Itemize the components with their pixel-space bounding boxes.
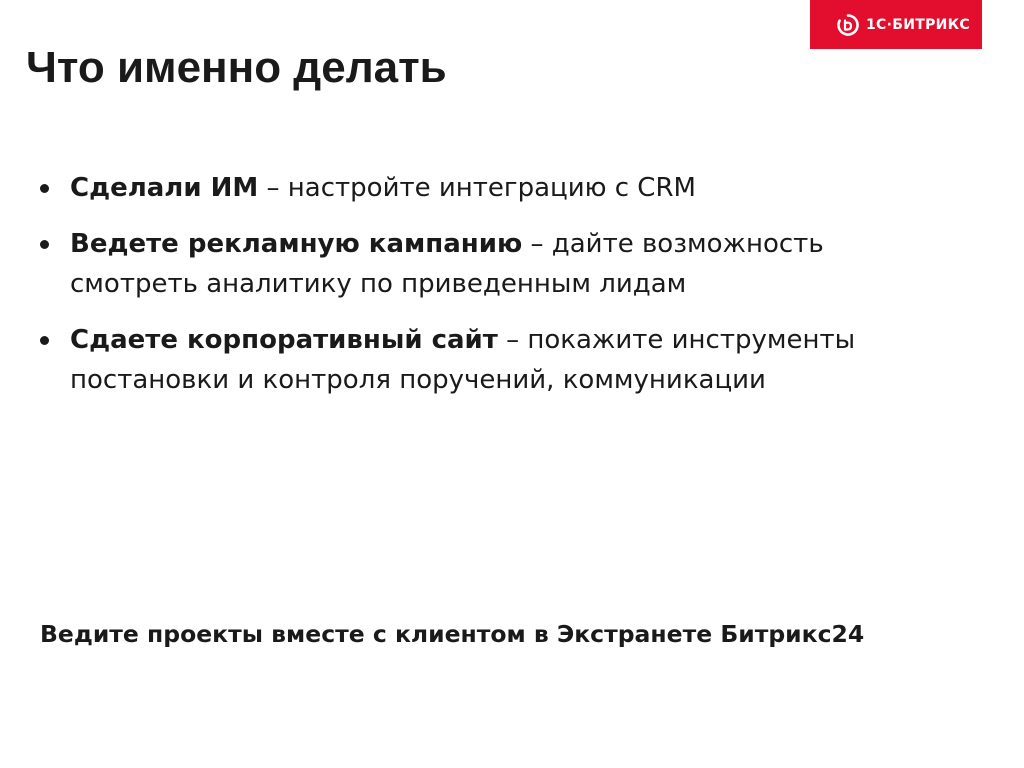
bullet-dot-icon	[40, 184, 49, 193]
bullet-lead: Сдаете корпоративный сайт	[70, 325, 498, 355]
bullet-item	[40, 320, 880, 400]
bullet-text: – покажите инструменты постановки и контроля поручений, коммуникации	[70, 325, 856, 395]
bullet-list	[40, 168, 880, 416]
bitrix-logo-icon	[836, 13, 860, 37]
bullet-item	[40, 224, 880, 304]
footer-callout: Ведите проекты вместе с клиентом в Экстранете Битрикс24	[40, 620, 865, 648]
bullet-text: – дайте возможность смотреть аналитику по приведенным лидам	[70, 229, 824, 299]
bullet-lead: Ведете рекламную кампанию	[70, 229, 523, 259]
brand-logo-text: 1С·БИТРИКС	[866, 16, 970, 33]
slide-title: Что именно делать	[26, 43, 447, 92]
bullet-dot-icon	[40, 240, 49, 249]
bullet-text: – настройте интеграцию с CRM	[258, 173, 696, 203]
bullet-lead: Сделали ИМ	[70, 173, 259, 203]
bullet-item	[40, 168, 880, 208]
bullet-dot-icon	[40, 336, 49, 345]
brand-logo	[810, 0, 982, 49]
